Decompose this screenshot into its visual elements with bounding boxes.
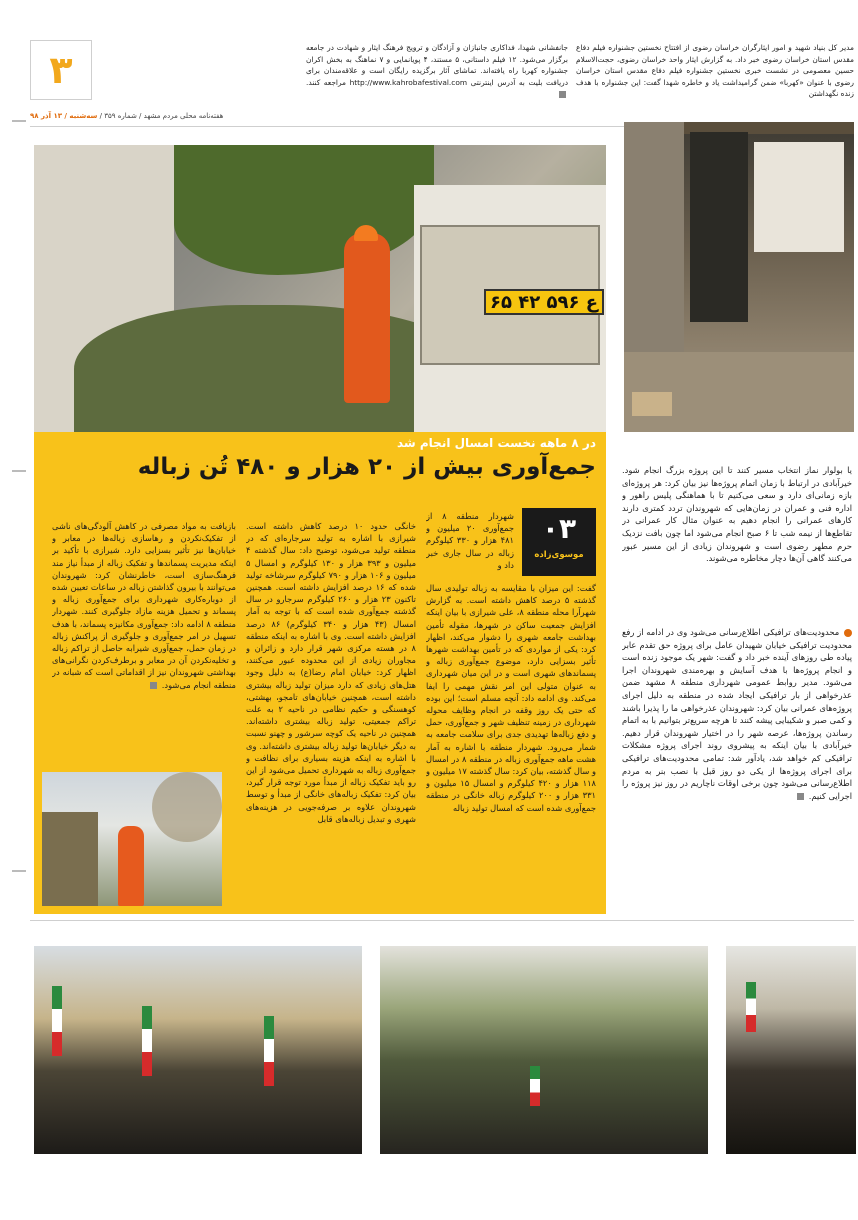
author-name: موسوی‌زاده bbox=[534, 550, 584, 560]
header-column-2-text: جانفشانی شهدا، فداکاری جانبازان و آزادگان و ترویج فرهنگ ایثار و شهادت در جامعه برگزار می‌شود. ۱۲ فیلم داستانی، ۵ مستند، ۴ پویانمایی و ۷ نماهنگ به بخش اکران جشنواره کهربا راه یافته‌اند. تماشای آثار برگزیده رایگان است و علاقه‌مندان برای دریافت بلیت به آدرس اینترنتی http://www.kahrobafestival.com مراجعه کنند. bbox=[306, 43, 568, 87]
section-code: ۰۳ bbox=[541, 512, 577, 545]
end-square-icon bbox=[150, 682, 157, 689]
article-column-2: خانگی حدود ۱۰ درصد کاهش داشته است. شیرازی با اشاره به تولید سرجاره‌ای که در منطقه تولید می‌شود، توضیح داد: سال گذشته ۴ میلیون و ۳۹۳ هزار و ۱۳۰ کیلوگرم و امسال ۵ میلیون و ۱۰۶ هزار و ۷۹۰ کیلوگرم سرشاخه تولید شده که ۱۶ درصد افزایش داشته است. همچنین تاکنون ۲۳ هزار و ۲۶۰ کیلوگرم سرجارو در سال گذشته جمع‌آوری شده است که با توجه به آمار امسال (۴۳ هزار و ۳۴۰ کیلوگرم) ۸۶ درصد افزایش داشته است. وی با اشاره به اینکه منطقه ۸ در هسته مرکزی شهر قرار دارد و زائران و مجاوران زیادی از این محدوده عبور می‌کنند، اظهار کرد: خیابان امام رضا(ع) به دلیل وجود هتل‌های زیادی که دارد میزان تولید زباله بیشتری داشته است، همچنین خیابان‌های تامجو، بهشتی، کوهسنگی و حکیم نظامی در ناحیه ۲ به علت تراکم جمعیتی، تولید زباله بیشتری داشته‌اند. همچنین در ناحیه یک کوچه سرشور و چهنو نسبت به دیگر خیابان‌ها تولید زباله بیشتری داشته‌اند. وی با اشاره به اینکه هزینه بسیاری برای نظافت و جمع‌آوری زباله به شهرداری تحمیل می‌شود از این رو باید تفکیک زباله از مبدأ مورد توجه قرار گیرد، بیان کرد: تفکیک زباله‌های خانگی از مبدأ و توسط شهروندان علاوه بر صرفه‌جویی در هزینه‌های شهری و تبدیل زباله‌های قابل bbox=[246, 521, 416, 824]
article-lead-text: شهردار منطقه ۸ از جمع‌آوری ۲۰ میلیون و ۴۸۱ هزار و ۳۳۰ کیلوگرم زباله در سال جاری خبر داد و bbox=[426, 511, 514, 570]
main-article bbox=[34, 432, 606, 914]
headline-block bbox=[137, 432, 606, 492]
article-kicker: در ۸ ماهه نخست امسال انجام شد bbox=[396, 436, 596, 450]
right-column-text-2-body: محدودیت‌های ترافیکی اطلاع‌رسانی می‌شود وی در ادامه از رفع محدودیت ترافیکی خیابان شهیدان عامل برای پروژه حق تقدم عابر پیاده طی روزهای آینده خبر داد و گفت: شهر یک موجود زنده است و انجام پروژه‌ها با هدف آسایش و بهره‌مندی شهروندان اجرا می‌شود. مدیر روابط عمومی شهرداری منطقه ۸ مشهد ضمن عذرخواهی از بار ترافیکی ایجاد شده در منطقه به دلیل اجرای پروژه‌های عمرانی بیان کرد: شهروندان عذرخواهی ما را پذیرا باشند و کمی صبر و شکیبایی پیشه کنند تا هرچه سریع‌تر بتوانیم با به اتمام رساندن پروژه‌ها، عرصه شهر را در اختیار شهروندان قرار دهیم. خیرآبادی با بیان اینکه به پیشروی روند اجرای پروژه مشکلات ترافیکی کم خواهد شد، یادآور شد: تمامی محدودیت‌های ترافیکی برای اجرای پروژه‌ها از یکی دو روز قبل با نصب بنر به مردم اطلاع‌رسانی می‌شود چون برخی اوقات ناچاریم در روز نیز پروژه را اجرایی کنیم. bbox=[622, 627, 852, 801]
license-plate: ۶۵ ع ۵۹۶ ۴۲ bbox=[484, 289, 604, 315]
header-column-2 bbox=[306, 42, 568, 112]
byline-box bbox=[522, 508, 596, 576]
page-number: ۳ bbox=[30, 40, 92, 100]
issue-line bbox=[30, 112, 280, 120]
bottom-divider bbox=[30, 920, 854, 921]
garbage-truck-photo bbox=[34, 145, 606, 465]
gutter-mark bbox=[12, 120, 26, 122]
rally-march-photo-2 bbox=[380, 946, 708, 1154]
gutter-mark bbox=[12, 470, 26, 472]
issue-date: سه‌شنبه / ۱۳ آذر ۹۸ bbox=[30, 112, 98, 120]
article-headline: جمع‌آوری بیش از ۲۰ هزار و ۴۸۰ تُن زباله bbox=[137, 454, 596, 480]
header-column-1: مدیر کل بنیاد شهید و امور ایثارگران خراسان رضوی از افتتاح نخستین جشنواره فیلم دفاع مقدس استان خراسان رضوی خبر داد. به گزارش ایثار واحد خراسان رضوی، حجت‌الاسلام حسین معصومی در نشست خبری نخستین جشنواره فیلم دفاع مقدس استان خراسان رضوی با عنوان «کهربا» ضمن گرامیداشت یاد و خاطره شهدا گفت: این جشنواره با هدف زنده نگهداشتن bbox=[576, 43, 854, 98]
gutter-mark bbox=[12, 870, 26, 872]
article-column-3-text: بازیافت به مواد مصرفی در کاهش آلودگی‌های ناشی از تفکیک‌نکردن و رهاسازی زباله‌ها در معابر و خیابان‌ها نیز تأثیر بسزایی دارد. شیرازی با تأکید بر اینکه مدیریت پسماندها و تفکیک زباله از مبدأ نیاز مند فرهنگ‌سازی است، خاطرنشان کرد: شهروندان می‌توانند با بیرون گذاشتن زباله در ساعات تعیین شده از دوباره‌کاری شهرداری برای جمع‌آوری زباله و پسماند و تحمیل هزینه مازاد جلوگیری کنند. شهردار منطقه ۸ ادامه داد: جمع‌آوری مکانیزه پسماند، با هدف تسهیل در امر جمع‌آوری و جلوگیری از پراکنش زباله در زمان حمل، جمع‌آوری شیرابه حاصل از تراکم زباله و تخلیه‌نکردن آن در معابر و برطرف‌کردن نگرانی‌های بهداشتی شهروندان نیز از اقداماتی است که شبانه در منطقه انجام می‌شود. bbox=[52, 521, 236, 690]
end-square-icon bbox=[559, 91, 566, 98]
article-column-1: گفت: این میزان با مقایسه به زباله تولیدی سال گذشته ۵ درصد کاهش داشته است. به گزارش شهرآرا محله منطقه ۸، علی شیرازی با بیان اینکه افزایش جمعیت ساکن در شهرها، مقوله تأمین بهداشت جامعه شهری را دشوار می‌کند، اظهار کرد: یکی از مواردی که در تأمین بهداشت شهرها تأثیر بسزایی دارد، موضوع جمع‌آوری زباله و پسماندهای شهری است و در این میان شهرداری به عنوان متولی این امر نقش مهمی را ایفا می‌کند. وی ادامه داد: آنچه مسلم است؛ این بوده که حتی یک روز وقفه در انجام وظایف محوله شهرداری در زمینه تنظیف شهر و جمع‌آوری، حمل و دفع زباله‌ها تهدیدی جدی برای سلامت جامعه به شمار می‌رود. شهردار منطقه با اشاره به آمار هشت ماهه جمع‌آوری زباله در منطقه ۸ در امسال و سال گذشته، بیان کرد: سال گذشته ۱۷ میلیون و ۱۱۸ هزار و ۴۲۰ کیلوگرم و امسال ۱۵ میلیون و ۳۳۱ هزار و ۲۰۰ کیلوگرم زباله خانگی در منطقه جمع‌آوری شده است که امسال تولید زباله bbox=[426, 583, 596, 813]
issue-label: هفته‌نامه محلی مردم مشهد / شماره ۳۵۹ / bbox=[99, 112, 224, 120]
page-header bbox=[30, 40, 854, 120]
rally-crowd-photo-1 bbox=[34, 946, 362, 1154]
rally-crowd-photo-3 bbox=[726, 946, 856, 1154]
end-square-icon bbox=[797, 793, 804, 800]
right-column-text-1: یا بولوار نماز انتخاب مسیر کنند تا این پروژه بزرگ انجام شود. خیرآبادی در ارتباط با زمان اتمام پروژه‌ها نیز بیان کرد: هر پروژه‌ای بازه زمانی‌ای دارد و سعی می‌کنیم تا با هماهنگی پلیس راهور و اداره فنی و عمران در زمان‌هایی که شهروندان تردد کمتری دارند کارهای عمرانی را انجام دهیم به عنوان مثال کار عمرانی در تقاطع‌ها از نیمه شب تا ۶ صبح انجام می‌شود اما چون بافت نزدیک حرم مطهر رضوی است و شهروندان زیادی از این مسیر عبور می‌کنند گاهی آن‌ها دچار مخاطره می‌شوند. bbox=[622, 465, 852, 564]
article-column-3 bbox=[52, 520, 236, 740]
bullet-icon bbox=[844, 629, 852, 637]
street-shop-photo bbox=[624, 122, 854, 432]
right-column-text-2 bbox=[622, 626, 852, 904]
worker-cutting-branches-photo bbox=[42, 772, 222, 906]
